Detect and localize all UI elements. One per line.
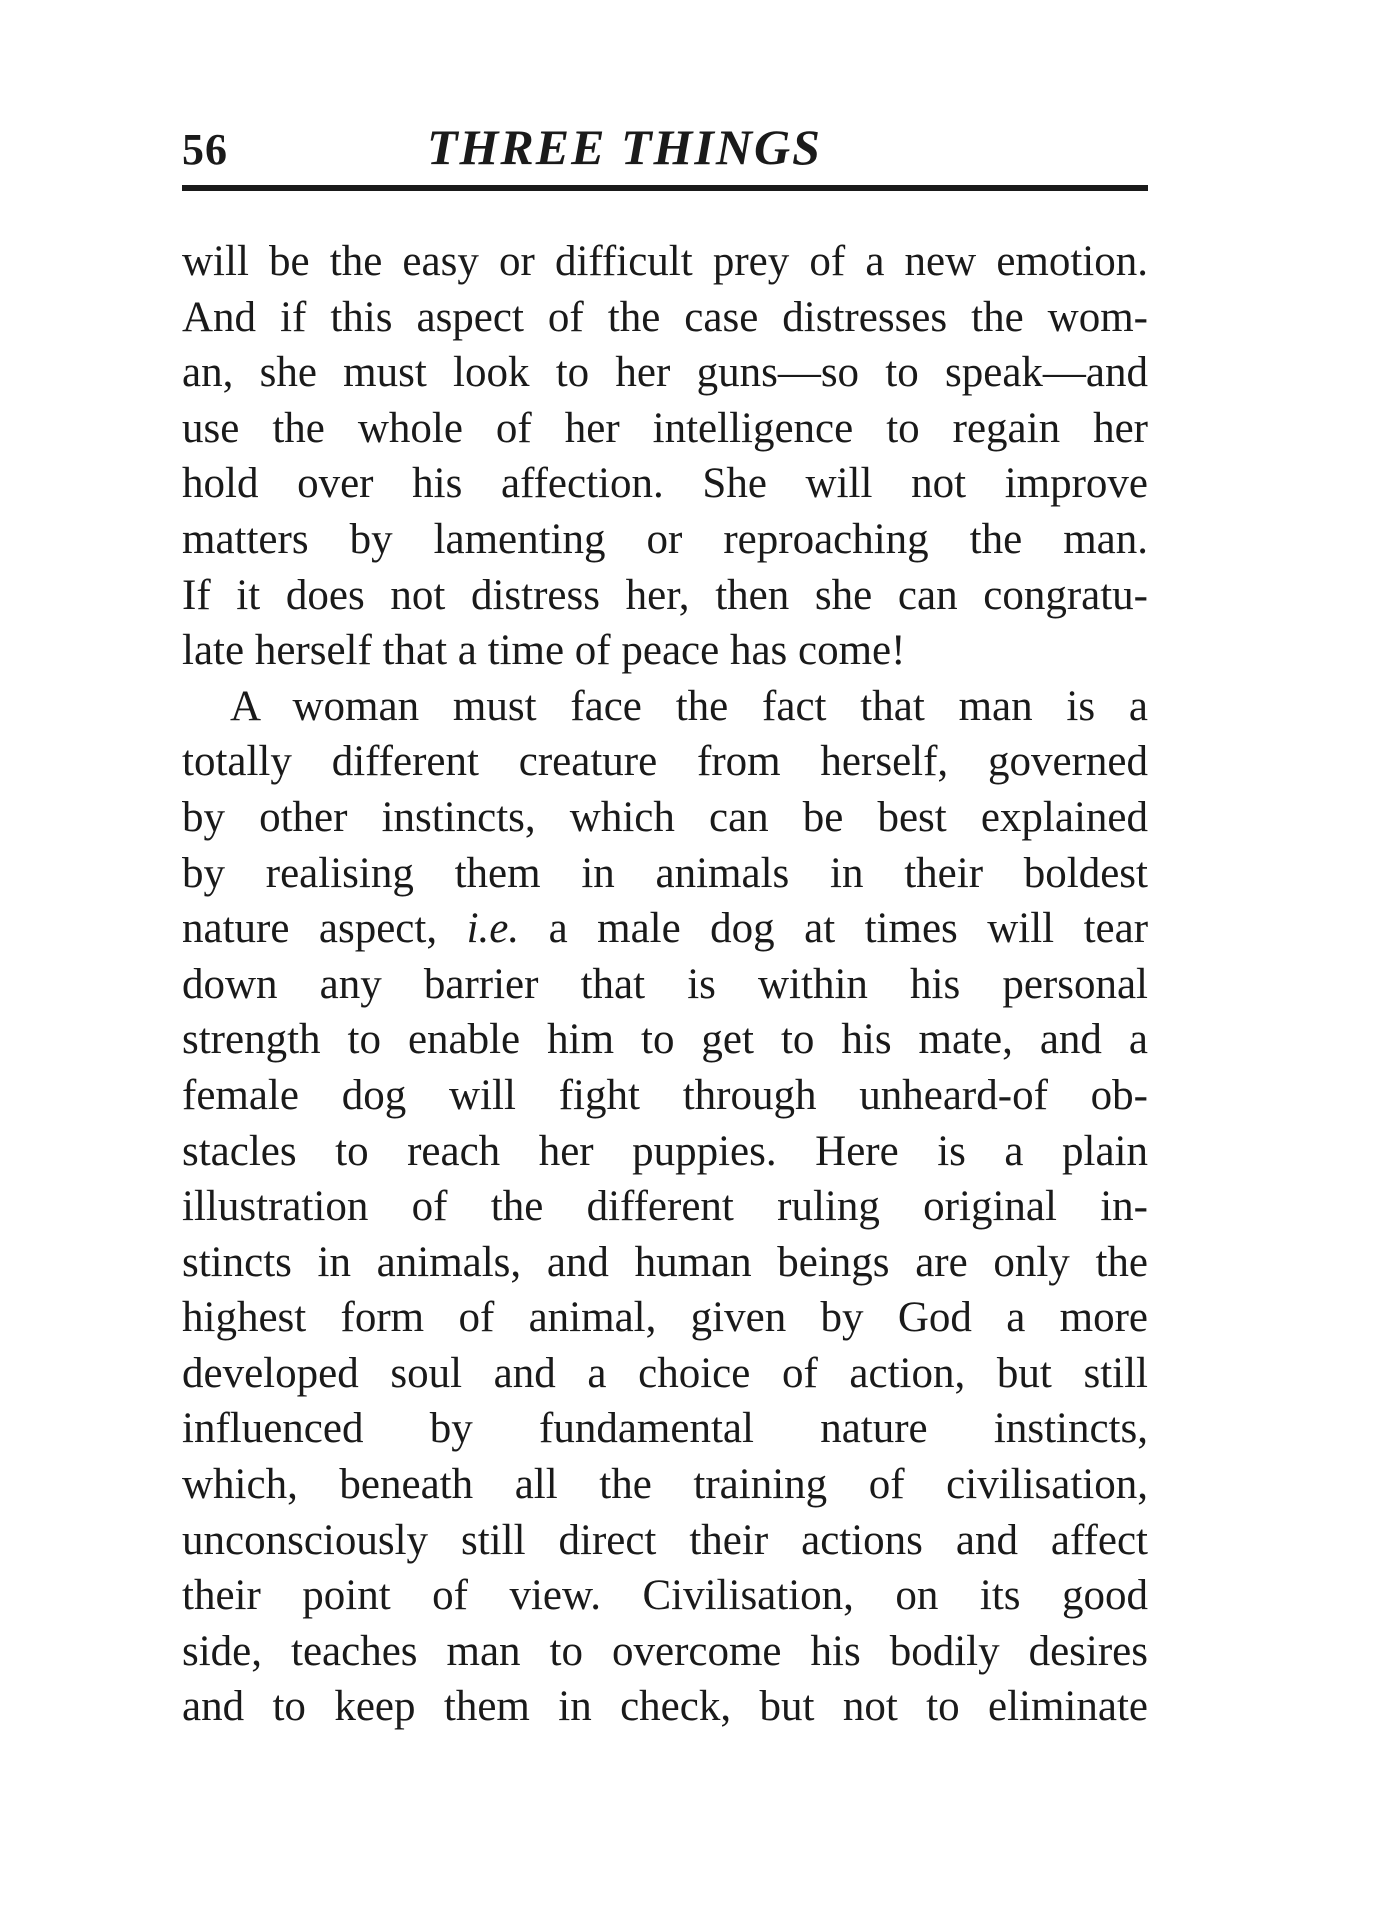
text-line: highest form of animal, given by God a more [182, 1294, 1148, 1342]
text-line: by other instincts, which can be best explained [182, 793, 1148, 841]
text-line: illustration of the different ruling original in- [182, 1183, 1148, 1231]
text-segment: a male dog at times will tear [548, 905, 1149, 953]
text-line: stacles to reach her puppies. Here is a plain [182, 1127, 1148, 1175]
text-line: down any barrier that is within his personal [182, 960, 1148, 1008]
text-line: an, she must look to her guns—so to speak—and [182, 349, 1148, 397]
running-head [182, 118, 1148, 182]
page-number: 56 [182, 125, 228, 174]
body-text [182, 234, 1148, 1735]
text-line-with-italic [182, 901, 1148, 957]
text-line: hold over his affection. She will not improve [182, 460, 1148, 508]
text-line: use the whole of her intelligence to regain her [182, 404, 1148, 452]
text-line: matters by lamenting or reproaching the man. [182, 515, 1148, 563]
header-rule [182, 185, 1148, 191]
running-title: THREE THINGS [427, 119, 822, 175]
text-line: will be the easy or difficult prey of a new emotion. [182, 238, 1148, 285]
text-line: And if this aspect of the case distresses the wom- [182, 293, 1148, 341]
text-segment: nature aspect, [182, 905, 438, 953]
text-line: influenced by fundamental nature instincts, [182, 1405, 1148, 1453]
text-line: If it does not distress her, then she can congratu- [182, 571, 1148, 619]
text-line: their point of view. Civilisation, on its good [182, 1572, 1148, 1620]
text-line: totally different creature from herself, governed [182, 738, 1148, 786]
text-line: stincts in animals, and human beings are only the [182, 1238, 1148, 1286]
italic-abbreviation: i.e. [466, 905, 520, 953]
text-line: unconsciously still direct their actions and affect [182, 1516, 1148, 1564]
text-line-paragraph-end: late herself that a time of peace has come! [182, 627, 906, 675]
text-line-paragraph-start: A woman must face the fact that man is a [230, 682, 1148, 730]
text-line: side, teaches man to overcome his bodily desires [182, 1627, 1148, 1675]
text-line: which, beneath all the training of civilisation, [182, 1461, 1148, 1509]
text-line: strength to enable him to get to his mate, and a [182, 1016, 1148, 1064]
text-line: female dog will fight through unheard-of ob- [182, 1071, 1148, 1119]
text-line: and to keep them in check, but not to eliminate [182, 1683, 1148, 1731]
text-line: developed soul and a choice of action, but still [182, 1349, 1148, 1397]
text-line: by realising them in animals in their boldest [182, 849, 1148, 897]
